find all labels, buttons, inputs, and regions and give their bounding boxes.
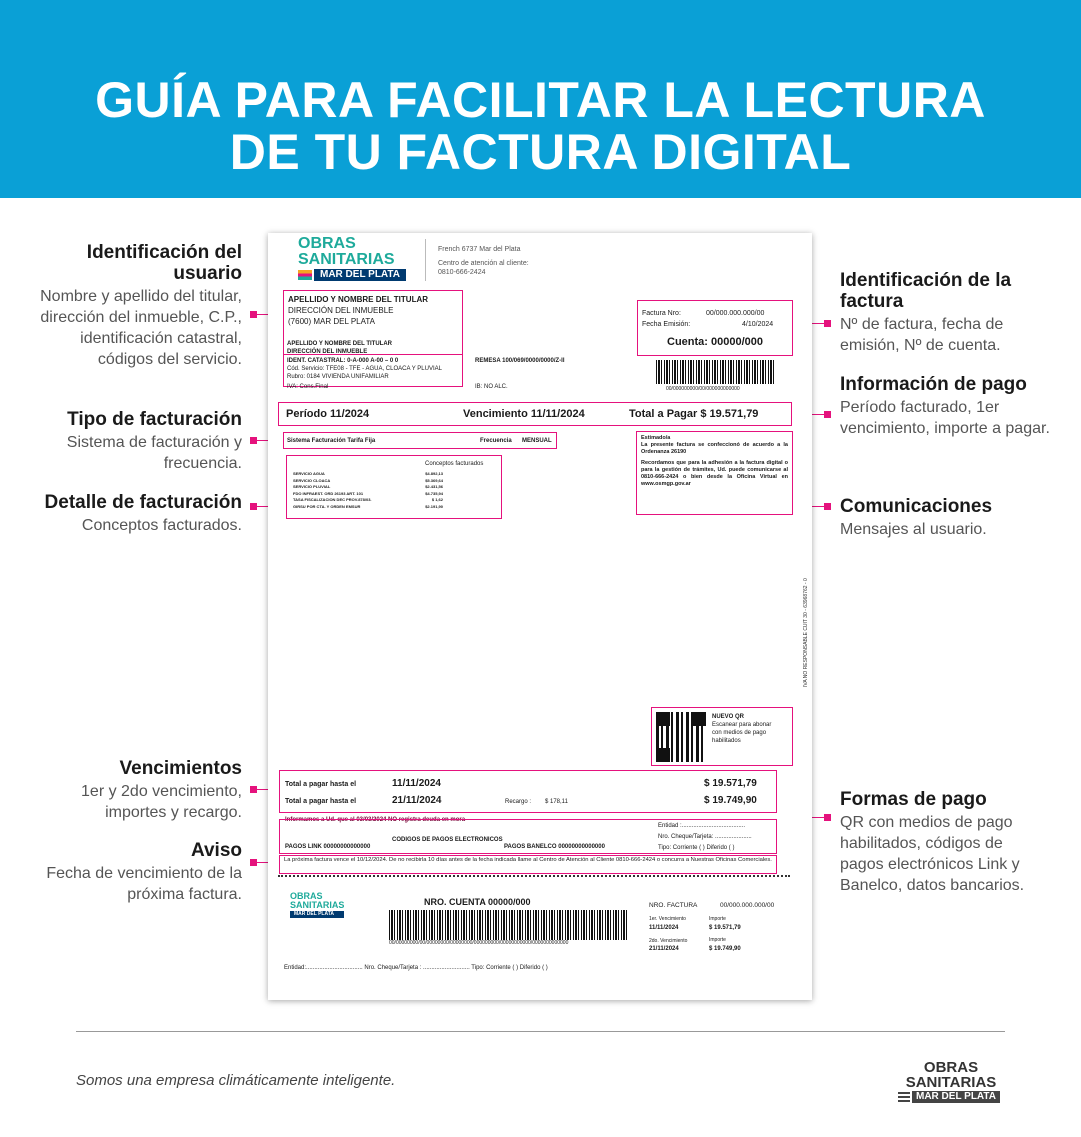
payment-info-box <box>278 402 792 426</box>
message-2: Recordamos que para la adhesión a la factura digital o para la gestión de trámites, Ud. puede comunicarse al 0810-666-2424 o bien desde la Oficina Virtual en www.osmgp.gov.ar <box>641 460 788 487</box>
label-identificacion-usuario <box>40 242 242 370</box>
invoice-number: 00/000.000.000/00 <box>706 310 765 317</box>
connector-dot <box>824 320 831 327</box>
concept-name: SERVICIO CLOACA <box>293 477 331 483</box>
label-title: Información de pago <box>840 374 1027 395</box>
stub-invoice-number: 00/000.000.000/00 <box>720 902 775 909</box>
label-desc: QR con medios de pago habilitados, códigos de pagos electrónicos Link y Banelco, datos bancarios. <box>840 814 1025 894</box>
surcharge: $ 178,11 <box>545 799 568 805</box>
label-aviso <box>40 840 242 905</box>
billing-period: Período 11/2024 <box>286 408 370 420</box>
invoice-barcode-number: 00/000000000/00/000000000000 <box>666 386 740 392</box>
header-banner <box>0 0 1081 198</box>
qr-title: NUEVO QR <box>712 714 745 720</box>
stub-logo-line-2: SANITARIAS <box>290 900 345 910</box>
total-until-label-2: Total a pagar hasta el <box>285 798 357 805</box>
stub-v2-date: 21/11/2024 <box>649 946 679 952</box>
invoice-barcode <box>656 360 774 384</box>
titular-name: APELLIDO Y NOMBRE DEL TITULAR <box>288 295 429 304</box>
due-date-1: 11/11/2024 <box>392 778 441 789</box>
contact-phone: 0810-666-2424 <box>438 269 486 276</box>
ib: IB: NO ALC. <box>475 384 508 390</box>
payment-type: Tipo: Corriente ( ) Diferido ( ) <box>658 845 735 851</box>
check-field: Nro. Cheque/Tarjeta: ...................... <box>658 834 752 840</box>
message-1: La presente factura se confeccionó de acuerdo a la Ordenanza 26190 <box>641 442 788 455</box>
label-desc: Nº de factura, fecha de emisión, Nº de cuenta. <box>840 316 1004 354</box>
account-number: Cuenta: 00000/000 <box>667 336 763 348</box>
billing-type-box <box>283 432 557 449</box>
surcharge-label: Recargo : <box>505 799 532 805</box>
issue-date-label: Fecha Emisión: <box>642 321 691 328</box>
invoice-id-box <box>637 300 793 356</box>
amount-1: $ 19.571,79 <box>704 778 757 789</box>
stub-logo <box>290 892 344 918</box>
stub-barcode-number: 00/00000000/00/00000000/00000000/000000000/00000000000/0000000000000 <box>389 940 569 946</box>
due-date: Vencimiento 11/11/2024 <box>463 408 585 420</box>
greeting: Estimado/a <box>641 435 671 441</box>
stub-v1-date: 11/11/2024 <box>649 925 679 931</box>
concept-name: FDO INFRAEST. ORD 26193 ART. 101 <box>293 490 364 496</box>
label-tipo-facturacion <box>40 409 242 474</box>
total-until-label-1: Total a pagar hasta el <box>285 781 357 788</box>
iva-vertical-text: IVA NO RESPONSABLE CUIT 30 - 63968762 - 0 <box>803 578 809 687</box>
label-formas-pago <box>840 789 1050 896</box>
title-line-2: DE TU FACTURA DIGITAL <box>229 124 852 180</box>
logo-divider <box>425 239 426 281</box>
rubro: Rubro: 0184 VIVIENDA UNIFAMILIAR <box>287 374 389 380</box>
stub-invoice-label: NRO. FACTURA <box>649 902 698 909</box>
stub-v2-label: 2do. Vencimiento <box>649 938 688 944</box>
label-title: Tipo de facturación <box>67 409 242 430</box>
qr-code-icon <box>656 712 706 762</box>
concept-name: TASA FISCALIZACION DEC PROV.878/03. <box>293 497 372 502</box>
invoice-logo <box>298 236 416 281</box>
concepts-title: Conceptos facturados <box>425 461 484 467</box>
titular-name-2: APELLIDO Y NOMBRE DEL TITULAR <box>287 341 393 347</box>
label-comunicaciones <box>840 496 1050 540</box>
footer-slogan: Somos una empresa climáticamente inteligente. <box>76 1072 396 1089</box>
logo-line-3: MAR DEL PLATA <box>314 269 406 281</box>
property-address-2: DIRECCIÓN DEL INMUEBLE <box>287 349 368 355</box>
stub-account: NRO. CUENTA 00000/000 <box>424 897 531 907</box>
stub-v1-amount: $ 19.571,79 <box>709 925 741 931</box>
billing-detail-box <box>286 455 502 519</box>
next-invoice-notice: La próxima factura vence el 10/12/2024. De no recibirla 10 días antes de la fecha indicada llame al Centro de Atención al Cliente 0810-666-2424 o concurra a Nuestras Oficinas Comerciales. <box>284 857 772 863</box>
invoice-number-label: Factura Nro: <box>642 310 681 317</box>
iva-condition: IVA: Cons.Final <box>287 384 329 390</box>
footer-logo-line-1: OBRAS <box>923 1059 979 1076</box>
connector-dot <box>824 503 831 510</box>
label-identificacion-factura <box>840 270 1050 356</box>
label-desc: Período facturado, 1er vencimiento, importe a pagar. <box>840 399 1050 437</box>
footer-logo <box>898 1060 1004 1103</box>
due-date-2: 21/11/2024 <box>392 795 442 806</box>
entity-field: Entidad :...................................... <box>658 823 746 829</box>
total-to-pay: Total a Pagar $ 19.571,79 <box>629 408 759 420</box>
connector-dot <box>824 814 831 821</box>
pagos-banelco: PAGOS BANELCO 00000000000000 <box>504 844 605 850</box>
logo-line-2: SANITARIAS <box>298 251 395 268</box>
label-title: Comunicaciones <box>840 496 993 517</box>
concept-value: $2.191,90 <box>425 503 443 509</box>
concepts-list <box>293 471 443 510</box>
invoice-document <box>268 233 812 1000</box>
notice-box <box>279 855 777 874</box>
footer-logo-line-2: SANITARIAS <box>905 1074 997 1091</box>
concept-value: $4.735,94 <box>425 490 443 496</box>
label-informacion-pago <box>840 374 1050 439</box>
postal-code: (7600) MAR DEL PLATA <box>288 317 375 326</box>
catastral-id: IDENT. CATASTRAL: 0-A-000 A-00 – 0 0 <box>287 358 399 364</box>
concept-value: $5.369,64 <box>425 477 443 483</box>
billing-system: Sistema Facturación Tarifa Fija <box>287 438 376 444</box>
label-title: Identificación de la factura <box>840 270 1012 312</box>
frequency: MENSUAL <box>522 438 552 444</box>
service-code: Cód. Servicio: TFE08 - TFE - AGUA, CLOACA Y PLUVIAL <box>287 366 442 372</box>
qr-text: Escanear para abonar con medios de pago habilitados <box>712 722 772 744</box>
concept-value: $2.431,56 <box>425 484 443 489</box>
concept-name: SERVICIO PLUVIAL <box>293 484 331 489</box>
logo-line-1: OBRAS <box>298 235 356 252</box>
stub-logo-line-1: OBRAS <box>290 891 323 901</box>
label-desc: Sistema de facturación y frecuencia. <box>66 434 242 472</box>
pagos-link: PAGOS LINK 00000000000000 <box>285 844 371 850</box>
label-desc: 1er y 2do vencimiento, importes y recargo. <box>81 783 242 821</box>
concept-value: $4.892,13 <box>425 471 443 476</box>
concept-name: GIRSU POR CTA. Y ORDEN EMSUR <box>293 503 361 509</box>
due-dates-box <box>279 770 777 813</box>
remesa: REMESA 100/069/0000/0000/Z-II <box>475 358 565 364</box>
codes-title: CODIGOS DE PAGOS ELECTRONICOS <box>392 837 503 843</box>
communications-box <box>636 431 793 515</box>
label-desc: Conceptos facturados. <box>81 517 242 534</box>
connector-dot <box>824 411 831 418</box>
cut-line <box>278 875 790 877</box>
company-address: French 6737 Mar del Plata <box>438 246 521 253</box>
issue-date: 4/10/2024 <box>742 321 774 328</box>
concept-name: SERVICIO AGUA <box>293 471 325 476</box>
stub-logo-line-3: MAR DEL PLATA <box>290 911 344 918</box>
label-title: Identificación del usuario <box>86 242 242 284</box>
qr-box <box>651 707 793 766</box>
label-desc: Mensajes al usuario. <box>840 521 987 538</box>
label-desc: Nombre y apellido del titular, dirección del inmueble, C.P., identificación catastral, códigos del servicio. <box>40 288 242 368</box>
stub-v1-label: 1er. Vencimiento <box>649 916 686 922</box>
property-address: DIRECCIÓN DEL INMUEBLE <box>288 306 394 315</box>
concept-value: $ 1,62 <box>431 497 443 502</box>
stub-bottom-fields: Entidad:.................................. Nro. Cheque/Tarjeta : ............................ Tipo: Corriente ( ) Diferido ( ) <box>284 965 548 971</box>
footer-divider <box>76 1031 1005 1032</box>
label-title: Vencimientos <box>119 758 242 779</box>
amount-2: $ 19.749,90 <box>704 795 757 806</box>
footer-logo-line-3: MAR DEL PLATA <box>912 1091 1000 1103</box>
label-title: Formas de pago <box>840 789 987 810</box>
stub-v2-amount: $ 19.749,90 <box>709 946 741 952</box>
stub-importe2-label: Importe <box>709 937 726 943</box>
title-line-1: GUÍA PARA FACILITAR LA LECTURA <box>95 72 986 128</box>
label-detalle-facturacion <box>40 492 242 536</box>
frequency-label: Frecuencia <box>480 438 512 444</box>
contact-label: Centro de atención al cliente: <box>438 260 529 267</box>
debt-info: Informamos a Ud. que al 03/03/2024 NO registra deuda en mora <box>285 817 466 823</box>
label-title: Detalle de facturación <box>44 492 242 513</box>
label-vencimientos <box>40 758 242 823</box>
label-title: Aviso <box>190 840 242 861</box>
label-desc: Fecha de vencimiento de la próxima factura. <box>46 865 242 903</box>
stub-importe1-label: Importe <box>709 916 726 922</box>
stub-barcode <box>389 910 629 940</box>
